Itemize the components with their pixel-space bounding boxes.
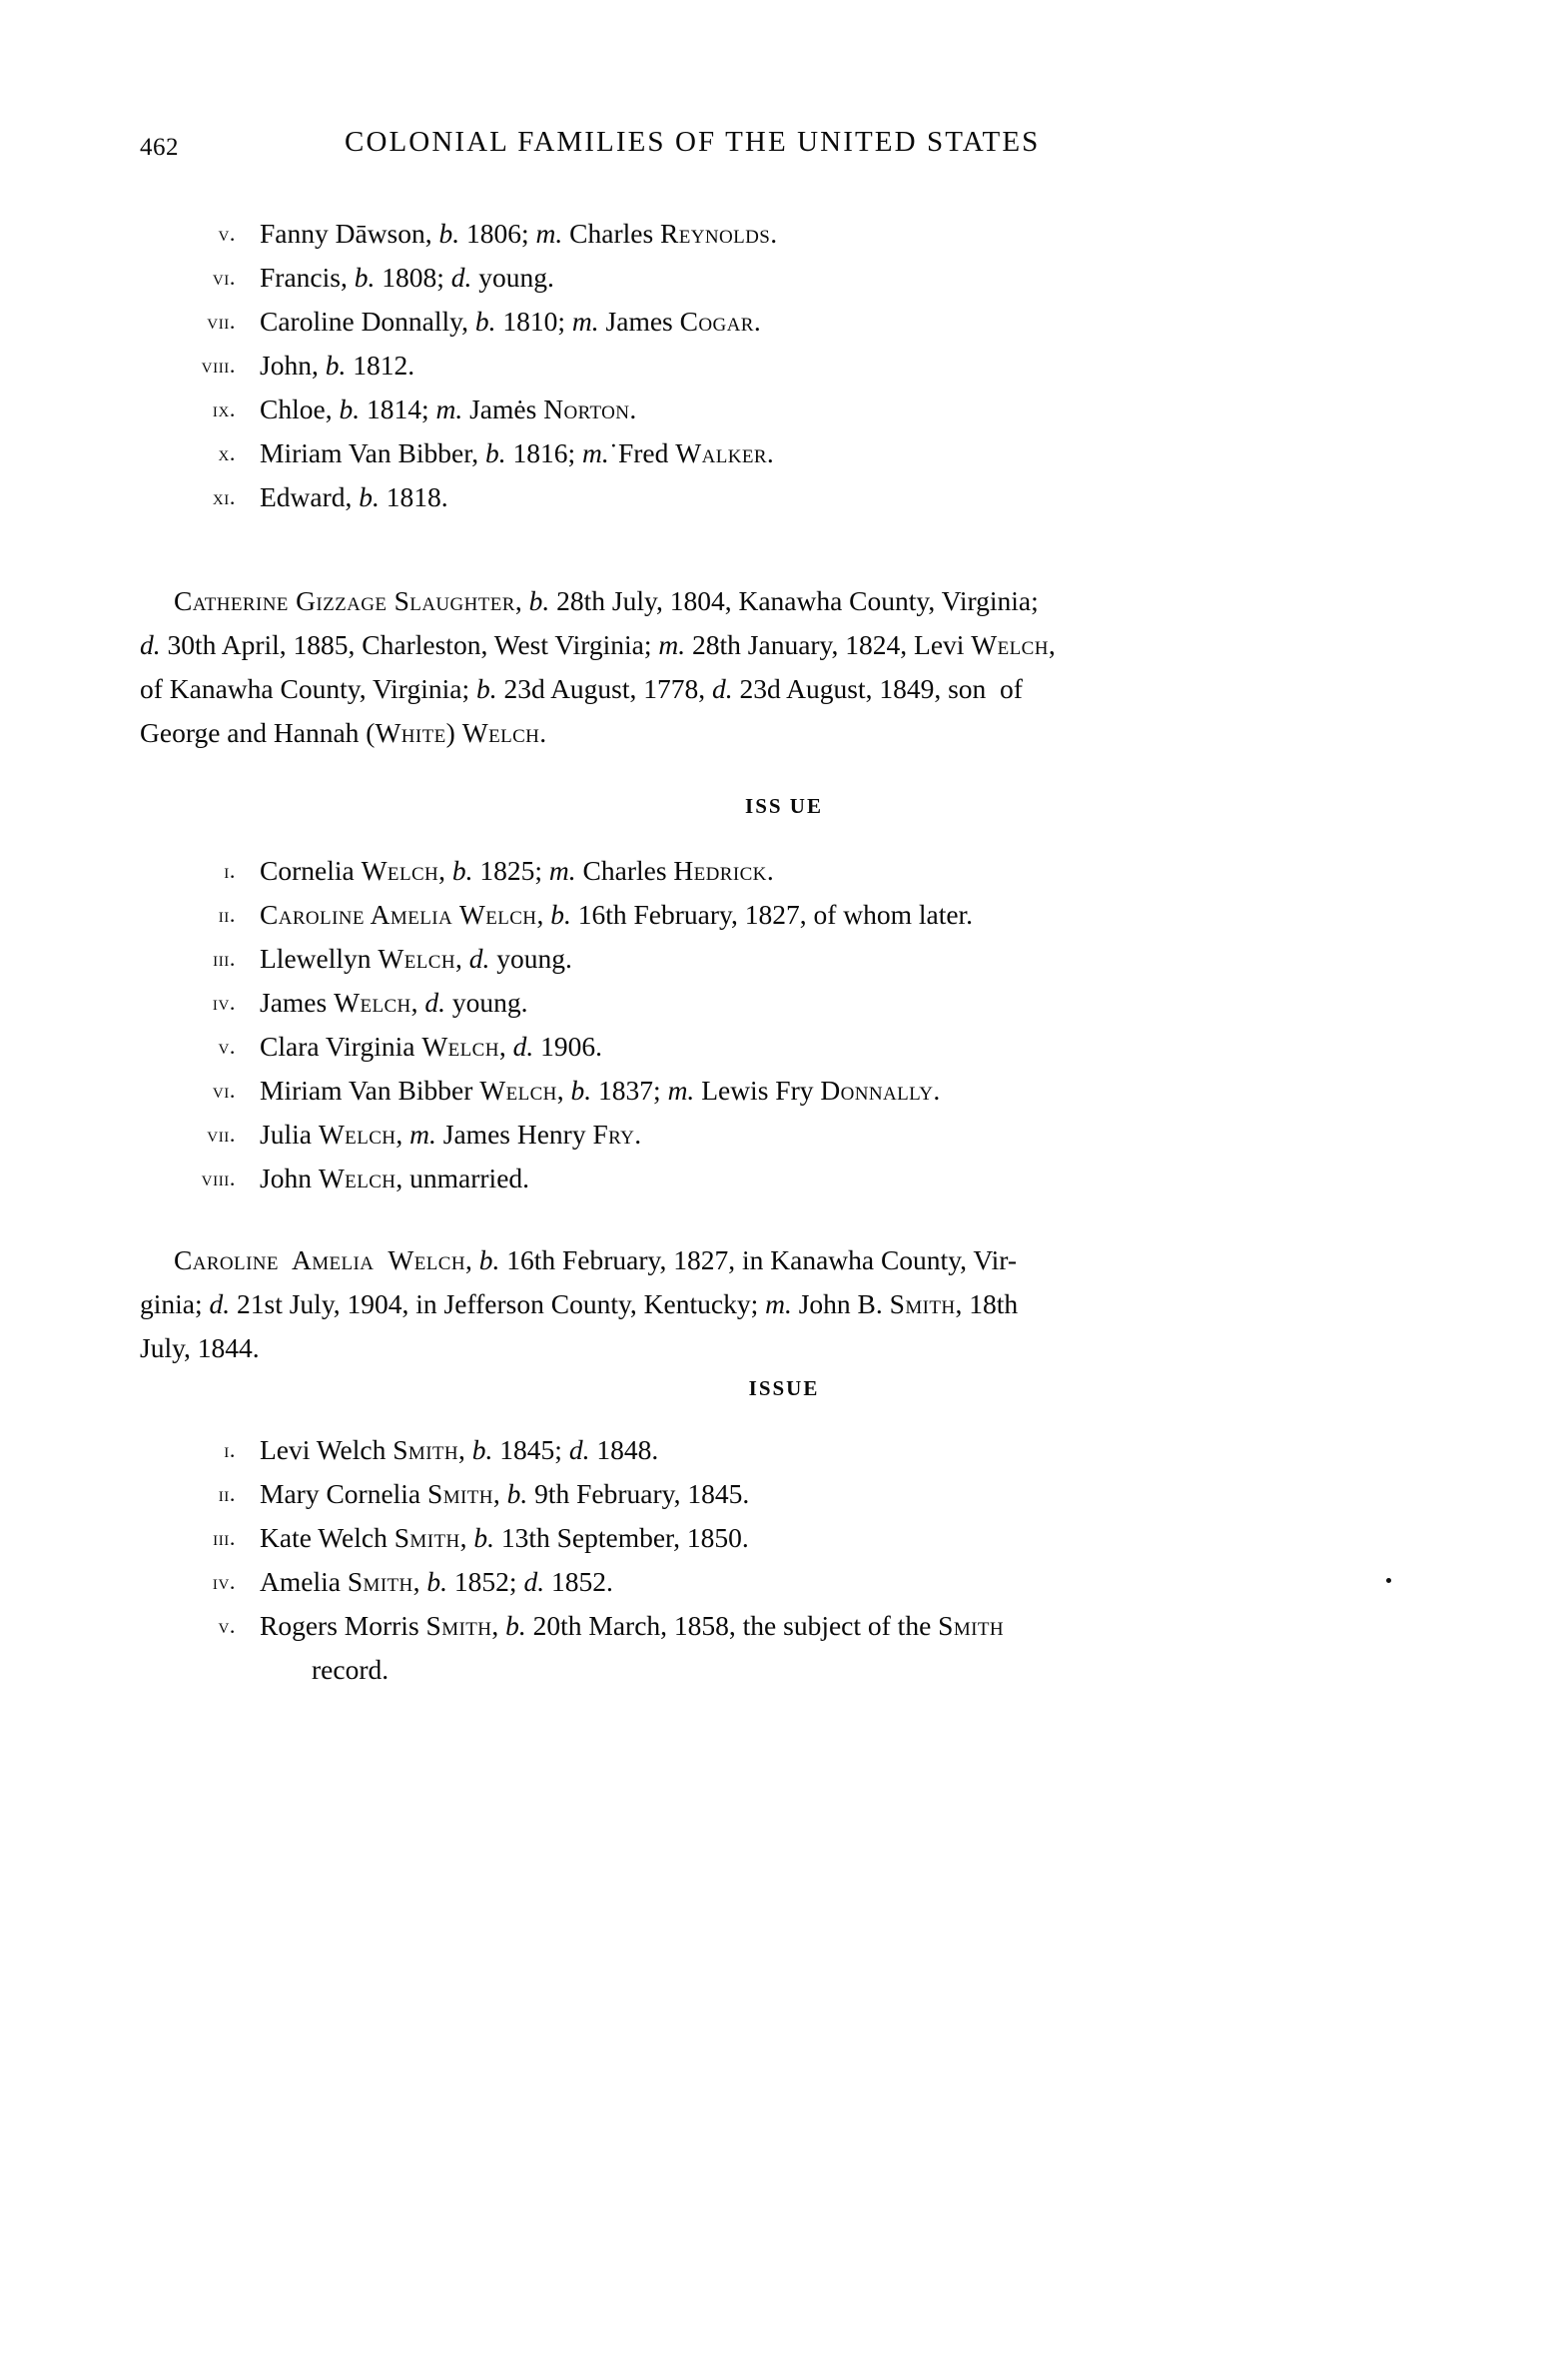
list-item [140, 344, 1438, 388]
paragraph-line: Caroline Amelia Welch, b. 16th February, 1827, in Kanawha County, Vir- [174, 1244, 1018, 1275]
list-item-numeral: ix. [212, 396, 236, 421]
list-item [140, 1025, 1438, 1069]
list-item [140, 1428, 1438, 1472]
roman-list-two [140, 849, 1438, 1200]
list-item [140, 1516, 1438, 1560]
paragraph-line: of Kanawha County, Virginia; b. 23d August, 1778, d. 23d August, 1849, son of [140, 673, 1023, 704]
list-item-text: Fanny Dāwson, b. 1806; m. Charles Reynolds. [260, 218, 778, 249]
list-item [140, 256, 1438, 300]
list-item-numeral: v. [218, 1613, 236, 1638]
list-item-text: John Welch, unmarried. [260, 1163, 530, 1193]
list-item [140, 1113, 1438, 1157]
list-item-numeral: i. [224, 1437, 236, 1462]
issue-heading: ISSUE [748, 1376, 820, 1400]
paragraph-catherine-slaughter [140, 579, 1430, 755]
paragraph-caroline-welch [140, 1238, 1430, 1370]
list-item-numeral: iii. [213, 1525, 236, 1550]
list-item [140, 849, 1438, 893]
roman-list-three [140, 1428, 1438, 1692]
list-item-text: Francis, b. 1808; d. young. [260, 262, 554, 293]
scan-speck [1386, 1578, 1391, 1583]
list-item [140, 300, 1438, 344]
list-item-numeral: vi. [212, 265, 236, 290]
list-item [140, 1604, 1438, 1692]
list-item [140, 1157, 1438, 1200]
list-item [140, 388, 1438, 431]
list-item-numeral: vi. [212, 1078, 236, 1103]
list-item [140, 981, 1438, 1025]
roman-list-one [140, 212, 1438, 519]
list-item-text: Julia Welch, m. James Henry Fry. [260, 1119, 642, 1150]
list-item-numeral: ii. [218, 902, 236, 927]
list-item [140, 475, 1438, 519]
paragraph-line: d. 30th April, 1885, Charleston, West Virginia; m. 28th January, 1824, Levi Welch, [140, 629, 1056, 660]
list-item [140, 1069, 1438, 1113]
list-item-numeral: iv. [212, 990, 236, 1015]
list-item [140, 893, 1438, 937]
list-item-text: Caroline Amelia Welch, b. 16th February, 1827, of whom later. [260, 899, 974, 930]
list-item-text: John, b. 1812. [260, 350, 415, 381]
list-item-numeral: vii. [207, 1122, 236, 1147]
issue-heading: ISS UE [745, 794, 823, 818]
running-head [140, 126, 1428, 170]
list-item-continuation: record. [312, 1654, 390, 1685]
paragraph-line: ginia; d. 21st July, 1904, in Jefferson County, Kentucky; m. John B. Smith, 18th [140, 1288, 1019, 1319]
list-item-text: Chloe, b. 1814; m. Jamės Norton. [260, 393, 637, 424]
list-item-text: Caroline Donnally, b. 1810; m. James Cogar. [260, 306, 761, 337]
paragraph-line: July, 1844. [140, 1332, 260, 1363]
list-item-text: James Welch, d. young. [260, 987, 528, 1018]
list-item [140, 937, 1438, 981]
list-item [140, 212, 1438, 256]
list-item-text: Levi Welch Smith, b. 1845; d. 1848. [260, 1434, 659, 1465]
list-item-text: Edward, b. 1818. [260, 481, 448, 512]
paragraph-line: George and Hannah (White) Welch. [140, 717, 547, 748]
list-item-numeral: i. [224, 858, 236, 883]
list-item-text: Llewellyn Welch, d. young. [260, 943, 572, 974]
list-item [140, 1472, 1438, 1516]
list-item [140, 1560, 1438, 1604]
list-item-text: Miriam Van Bibber Welch, b. 1837; m. Lewis Fry Donnally. [260, 1075, 941, 1106]
list-item-text: Miriam Van Bibber, b. 1816; m.˙Fred Walker. [260, 437, 774, 468]
list-item-numeral: x. [218, 440, 236, 465]
list-item-text: Amelia Smith, b. 1852; d. 1852. [260, 1566, 613, 1597]
list-item-numeral: xi. [212, 484, 236, 509]
list-item-numeral: iii. [213, 946, 236, 971]
list-item [140, 431, 1438, 475]
page-number: 462 [140, 134, 179, 161]
list-item-numeral: vii. [207, 309, 236, 334]
list-item-text: Kate Welch Smith, b. 13th September, 1850. [260, 1522, 749, 1553]
list-item-text: Rogers Morris Smith, b. 20th March, 1858, the subject of the Smith [260, 1610, 1004, 1641]
list-item-text: Clara Virginia Welch, d. 1906. [260, 1031, 602, 1062]
list-item-numeral: viii. [201, 353, 236, 378]
list-item-numeral: ii. [218, 1481, 236, 1506]
list-item-text: Cornelia Welch, b. 1825; m. Charles Hedrick. [260, 855, 774, 886]
list-item-numeral: v. [218, 1034, 236, 1059]
list-item-numeral: viii. [201, 1166, 236, 1190]
running-title: COLONIAL FAMILIES OF THE UNITED STATES [345, 126, 1041, 158]
list-item-numeral: iv. [212, 1569, 236, 1594]
list-item-numeral: v. [218, 221, 236, 246]
list-item-text: Mary Cornelia Smith, b. 9th February, 1845. [260, 1478, 750, 1509]
paragraph-line: Catherine Gizzage Slaughter, b. 28th July, 1804, Kanawha County, Virginia; [174, 585, 1039, 616]
